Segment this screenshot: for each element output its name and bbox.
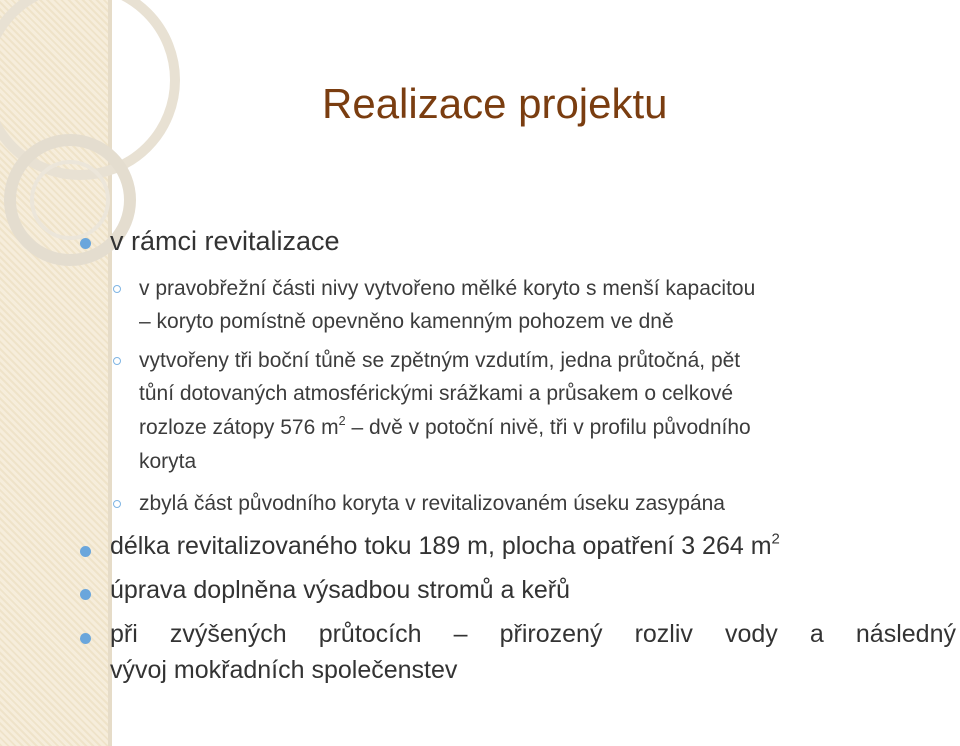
bullet-dot	[80, 546, 91, 557]
sub-bullet-ring	[113, 500, 121, 508]
sub-bullet-text: – koryto pomístně opevněno kamenným pohozem ve dně	[139, 310, 674, 333]
bullet-text: při zvýšených průtocích – přirozený rozliv vody a následný	[110, 620, 956, 648]
slide-title: Realizace projektu	[322, 80, 668, 127]
sub-bullet-text: rozloze zátopy 576 $m^2$ – dvě v potoční nivě, tři v profilu původního	[139, 414, 751, 439]
bullet-text: úprava doplněna výsadbou stromů a keřů	[110, 576, 571, 604]
sub-bullet-text: vytvořeny tři boční tůně se zpětným vzdutím, jedna průtočná, pět	[139, 349, 741, 372]
bullet-dot	[80, 633, 91, 644]
bullet-dot	[80, 238, 91, 249]
sub-bullet-text: v pravobřežní části nivy vytvořeno mělké koryto s menší kapacitou	[139, 277, 756, 300]
bullet-text: v rámci revitalizace	[110, 226, 340, 256]
sub-bullet-text: koryta	[139, 450, 197, 473]
sub-bullet-text: zbylá část původního koryta v revitalizovaném úseku zasypána	[139, 492, 725, 515]
sub-bullet-text: tůní dotovaných atmosférickými srážkami a průsakem o celkové	[139, 382, 734, 405]
bullet-text: délka revitalizovaného toku 189 m, plocha opatření 3 264 $m^2$	[110, 530, 780, 560]
bullet-dot	[80, 589, 91, 600]
sub-bullet-ring	[113, 357, 121, 365]
sub-bullet-ring	[113, 285, 121, 293]
bullet-text: vývoj mokřadních společenstev	[110, 656, 458, 684]
